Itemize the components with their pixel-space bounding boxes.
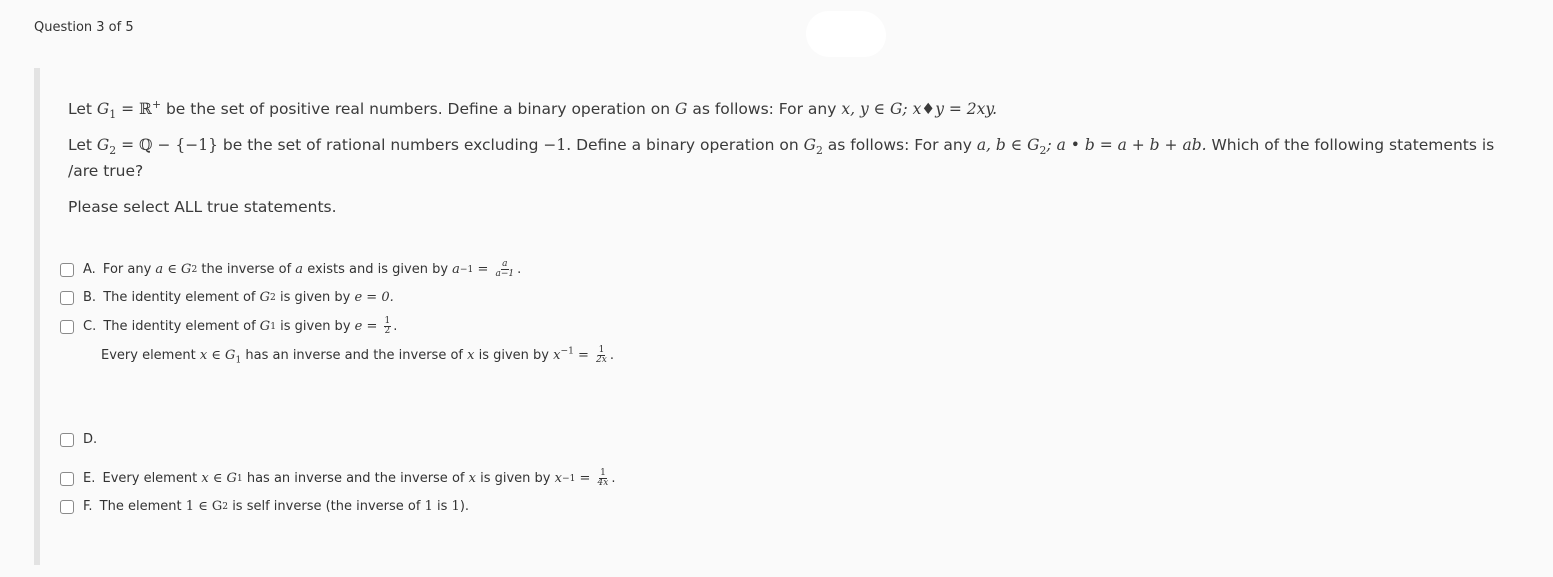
redaction-blob: [806, 11, 886, 57]
stem-math: G: [675, 100, 688, 118]
option-text: is self inverse (the inverse of: [228, 499, 425, 514]
stem-math: = ℝ: [116, 100, 152, 118]
option-e-checkbox[interactable]: [60, 472, 74, 486]
option-b-checkbox[interactable]: [60, 291, 74, 305]
option-math: =: [575, 471, 595, 486]
stem-math: G: [803, 136, 816, 154]
option-text: is given by: [475, 471, 555, 486]
question-stem: [68, 96, 1508, 230]
option-subscript: 1: [235, 355, 242, 366]
option-math: 1 ∈ G: [185, 499, 223, 514]
stem-text: Let: [68, 136, 97, 154]
option-e-label[interactable]: E. Every element x ∈ G 1 has an inverse and the inverse of x is given by x −1 = $\frac{1}{4x}$ .: [83, 468, 616, 488]
stem-text: be the set of positive real numbers. Define a binary operation on: [161, 100, 676, 118]
option-f[interactable]: [60, 499, 469, 514]
stem-text: as follows: For any: [687, 100, 842, 118]
option-f-label[interactable]: F. The element 1 ∈ G 2 is self inverse (the inverse of 1 is 1 ).: [83, 499, 470, 514]
option-text: the inverse of: [197, 262, 296, 277]
option-text: .: [609, 348, 614, 363]
option-text: ).: [459, 499, 470, 514]
option-letter: A.: [83, 262, 96, 277]
option-letter: E.: [83, 471, 96, 486]
option-f-checkbox[interactable]: [60, 500, 74, 514]
option-math: e = 0.: [354, 290, 394, 305]
option-superscript: −1: [560, 346, 574, 357]
fraction-numerator: 1: [600, 468, 606, 478]
option-text: is given by: [474, 348, 554, 363]
stem-subscript: 2: [1039, 144, 1047, 158]
option-math: a: [452, 262, 460, 277]
option-text: For any: [98, 262, 156, 277]
stem-text: be the set of rational numbers excluding: [217, 136, 544, 154]
stem-math: G: [96, 136, 110, 154]
option-text: exists and is given by: [303, 262, 453, 277]
option-text: .: [393, 319, 398, 334]
option-math: G: [259, 290, 271, 305]
option-text: has an inverse and the inverse of: [241, 348, 468, 363]
option-c-checkbox[interactable]: [60, 320, 74, 334]
option-math: x ∈ G: [199, 348, 236, 363]
option-math: e =: [354, 319, 382, 334]
option-math: 1: [424, 499, 433, 514]
stem-paragraph-1: [68, 96, 1508, 122]
option-letter: C.: [83, 319, 97, 334]
option-letter: B.: [83, 290, 97, 305]
option-text: is given by: [275, 290, 355, 305]
option-fraction: [384, 317, 392, 336]
fraction-denominator: 2: [384, 326, 391, 336]
option-math: 1: [451, 499, 460, 514]
fraction-numerator: a: [502, 259, 508, 269]
option-fraction: [495, 260, 516, 279]
fraction-numerator: 1: [598, 345, 605, 355]
option-e[interactable]: [60, 469, 615, 488]
option-math: x ∈ G: [201, 471, 237, 486]
option-text: The element: [95, 499, 186, 514]
option-math: =: [473, 262, 493, 277]
stem-math: −1.: [543, 136, 572, 154]
option-d[interactable]: [60, 432, 100, 447]
option-math: a: [295, 262, 304, 277]
option-text: Every element: [98, 471, 202, 486]
question-left-border: [34, 68, 40, 565]
stem-math: a, b ∈ G: [976, 136, 1040, 154]
option-b[interactable]: [60, 290, 394, 305]
option-fraction: [597, 469, 610, 488]
stem-instruction: Please select ALL true statements.: [68, 198, 337, 216]
option-a[interactable]: [60, 260, 521, 279]
option-math: x: [468, 471, 476, 486]
option-text: is: [432, 499, 452, 514]
option-text: .: [517, 262, 522, 277]
stem-subscript: 2: [815, 144, 823, 158]
option-b-label[interactable]: B. The identity element of G 2 is given by e = 0.: [83, 290, 394, 305]
option-math: G: [259, 319, 271, 334]
option-math: =: [573, 348, 594, 363]
option-math: x: [554, 471, 562, 486]
option-c-label[interactable]: C. The identity element of G 1 is given by e = $\frac{1}{2}$ .: [83, 316, 398, 336]
stem-text: Let: [68, 100, 97, 118]
question-counter: Question 3 of 5: [34, 20, 134, 35]
stem-text: Define a binary operation on: [571, 136, 804, 154]
option-text: Every element: [101, 348, 200, 363]
option-math: x: [467, 348, 475, 363]
option-text: has an inverse and the inverse of: [242, 471, 469, 486]
option-text: .: [611, 471, 616, 486]
option-text: The identity element of: [99, 319, 260, 334]
option-text: is given by: [275, 319, 355, 334]
stem-math: = ℚ − {−1}: [116, 136, 218, 154]
fraction-numerator: 1: [384, 316, 391, 326]
option-letter: F.: [83, 499, 93, 514]
option-d-checkbox[interactable]: [60, 433, 74, 447]
option-text: The identity element of: [99, 290, 260, 305]
option-math: x: [553, 348, 561, 363]
option-d-label[interactable]: [83, 432, 100, 447]
option-a-checkbox[interactable]: [60, 263, 74, 277]
option-letter: D.: [83, 432, 98, 447]
stem-subscript: 2: [109, 144, 117, 158]
option-math: a ∈ G: [155, 262, 192, 277]
stem-math: G: [96, 100, 110, 118]
fraction-denominator: 2x: [596, 355, 607, 365]
option-a-label[interactable]: A. For any a ∈ G 2 the inverse of a exists and is given by a −1 = $\frac{a}{a-1}$ .: [83, 259, 522, 279]
stem-text: Which of the following statements is /are true?: [68, 136, 1495, 180]
option-fraction: [595, 346, 608, 365]
stem-math: ; a • b = a + b + ab.: [1046, 136, 1207, 154]
fraction-denominator: a−1: [495, 269, 515, 279]
stem-paragraph-2: [68, 132, 1508, 184]
stem-superscript: +: [151, 97, 162, 111]
option-c-continuation: [101, 346, 614, 365]
stem-text: as follows: For any: [822, 136, 977, 154]
fraction-denominator: 4x: [597, 478, 609, 488]
stem-math: x, y ∈ G; x♦y = 2xy.: [841, 100, 998, 118]
option-c[interactable]: [60, 317, 397, 336]
stem-subscript: 1: [109, 108, 117, 122]
